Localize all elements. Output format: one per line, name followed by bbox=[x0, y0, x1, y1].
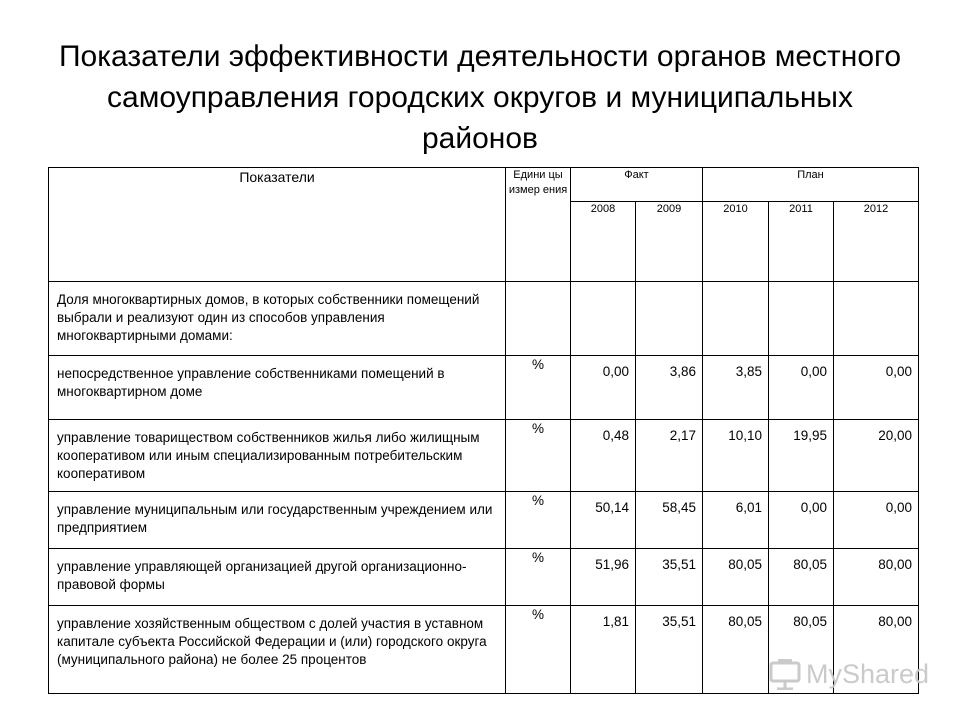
value-2011: 80,05 bbox=[769, 549, 834, 606]
value-2012: 0,00 bbox=[834, 492, 919, 549]
watermark bbox=[768, 654, 929, 694]
value-2010: 80,05 bbox=[703, 606, 769, 694]
row-name: управление муниципальным или государственным учреждением или предприятием bbox=[49, 492, 506, 549]
row-name: Доля многоквартирных домов, в которых собственники помещений выбрали и реализуют один из способов управления многоквартирными домами: bbox=[49, 282, 506, 356]
header-year-2008: 2008 bbox=[571, 202, 636, 282]
value-2011 bbox=[769, 282, 834, 356]
value-2010: 6,01 bbox=[703, 492, 769, 549]
value-2010: 10,10 bbox=[703, 420, 769, 492]
value-2008: 50,14 bbox=[571, 492, 636, 549]
value-2012: 20,00 bbox=[834, 420, 919, 492]
title-line-3: районов bbox=[421, 122, 538, 155]
header-year-2010: 2010 bbox=[703, 202, 769, 282]
value-2008: 51,96 bbox=[571, 549, 636, 606]
value-2009: 35,51 bbox=[636, 606, 703, 694]
header-year-2009: 2009 bbox=[636, 202, 703, 282]
value-2009 bbox=[636, 282, 703, 356]
value-2010: 3,85 bbox=[703, 356, 769, 420]
value-2008: 0,48 bbox=[571, 420, 636, 492]
header-indicators: Показатели bbox=[49, 168, 506, 282]
row-name: непосредственное управление собственниками помещений в многоквартирном доме bbox=[49, 356, 506, 420]
indicators-table bbox=[48, 167, 919, 694]
value-2010: 80,05 bbox=[703, 549, 769, 606]
value-2012 bbox=[834, 282, 919, 356]
value-2012: 80,00 bbox=[834, 549, 919, 606]
header-year-2011: 2011 bbox=[769, 202, 834, 282]
row-unit: % bbox=[506, 606, 571, 694]
value-2011: 80,05 bbox=[769, 606, 834, 694]
row-name: управление хозяйственным обществом с долей участия в уставном капитале субъекта Российской Федерации и (или) городского округа (муниципального района) не более 25 процентов bbox=[49, 606, 506, 694]
value-2010 bbox=[703, 282, 769, 356]
value-2011: 0,00 bbox=[769, 356, 834, 420]
table-row bbox=[49, 549, 919, 606]
value-2009: 3,86 bbox=[636, 356, 703, 420]
page-title bbox=[40, 36, 920, 159]
row-name: управление управляющей организацией другой организационно-правовой формы bbox=[49, 549, 506, 606]
table-row bbox=[49, 420, 919, 492]
value-2008: 0,00 bbox=[571, 356, 636, 420]
value-2012: 80,00 bbox=[834, 606, 919, 694]
value-2009: 2,17 bbox=[636, 420, 703, 492]
value-2011: 19,95 bbox=[769, 420, 834, 492]
title-line-2: самоуправления городских округов и муниципальных bbox=[107, 81, 853, 114]
value-2012: 0,00 bbox=[834, 356, 919, 420]
watermark-text: MyShared bbox=[806, 658, 930, 689]
row-unit: % bbox=[506, 420, 571, 492]
value-2009: 58,45 bbox=[636, 492, 703, 549]
table-row bbox=[49, 282, 919, 356]
title-line-1: Показатели эффективности деятельности органов местного bbox=[58, 40, 902, 73]
header-units: Едини цы измер ения bbox=[506, 168, 571, 282]
row-unit: % bbox=[506, 356, 571, 420]
value-2011: 0,00 bbox=[769, 492, 834, 549]
value-2009: 35,51 bbox=[636, 549, 703, 606]
header-fact: Факт bbox=[571, 168, 703, 202]
row-unit: % bbox=[506, 492, 571, 549]
table-row bbox=[49, 492, 919, 549]
value-2008: 1,81 bbox=[571, 606, 636, 694]
header-plan: План bbox=[703, 168, 919, 202]
row-unit: % bbox=[506, 549, 571, 606]
presentation-board-icon bbox=[768, 658, 802, 690]
table-row bbox=[49, 356, 919, 420]
value-2008 bbox=[571, 282, 636, 356]
header-year-2012: 2012 bbox=[834, 202, 919, 282]
row-name: управление товариществом собственников жилья либо жилищным кооперативом или иным специализированным потребительским кооперативом bbox=[49, 420, 506, 492]
row-unit bbox=[506, 282, 571, 356]
